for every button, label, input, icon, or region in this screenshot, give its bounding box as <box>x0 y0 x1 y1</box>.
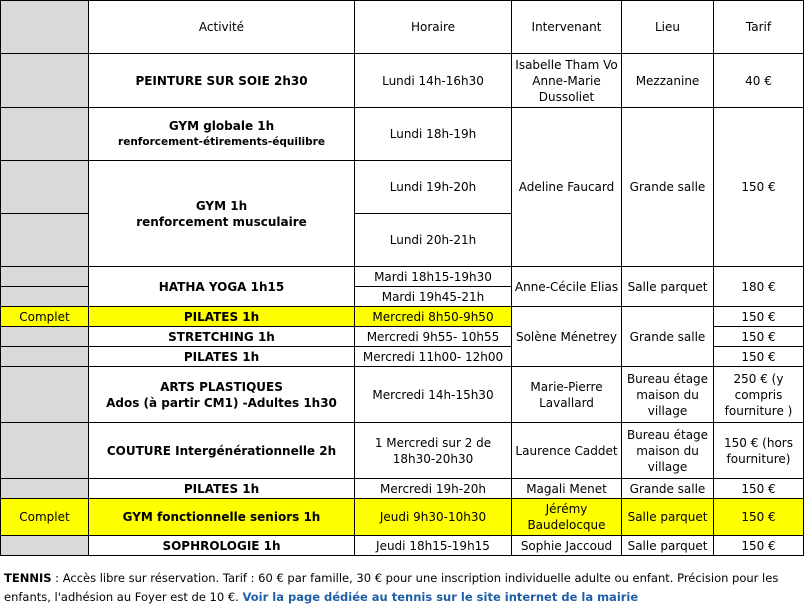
price-cell: 40 € <box>714 54 804 108</box>
instructor-cell: Solène Ménetrey <box>512 307 622 367</box>
tennis-text: : Accès libre sur réservation. Tarif : 60 € par famille, 30 € pour une inscription individuelle adulte ou enfant. Précision pour les enfants, l'adhésion au Foyer est de 10 €. <box>4 571 779 604</box>
header-time: Horaire <box>355 1 512 54</box>
status-cell <box>1 214 89 267</box>
time-cell: Lundi 19h-20h <box>355 161 512 214</box>
time-cell: Mercredi 8h50-9h50 <box>355 307 512 327</box>
price-cell: 150 € <box>714 108 804 267</box>
tennis-label: TENNIS <box>4 571 52 585</box>
activity-cell: PILATES 1h <box>89 347 355 367</box>
table-row <box>1 267 804 287</box>
activity-subtitle: renforcement musculaire <box>136 214 307 229</box>
time-cell: Mercredi 19h-20h <box>355 479 512 499</box>
time-cell: Jeudi 9h30-10h30 <box>355 499 512 536</box>
place-cell: Grande salle <box>622 479 714 499</box>
place-cell: Salle parquet <box>622 536 714 556</box>
instructor-cell: Jérémy Baudelocque <box>512 499 622 536</box>
time-cell: Lundi 20h-21h <box>355 214 512 267</box>
price-cell: 180 € <box>714 267 804 307</box>
activity-cell: PILATES 1h <box>89 479 355 499</box>
time-cell: Mardi 18h15-19h30 <box>355 267 512 287</box>
place-cell: Salle parquet <box>622 267 714 307</box>
table-row <box>1 108 804 161</box>
activity-subtitle: renforcement-étirements-équilibre <box>118 136 325 148</box>
activity-cell: HATHA YOGA 1h15 <box>89 267 355 307</box>
place-cell: Salle parquet <box>622 499 714 536</box>
instructor-cell: Marie-Pierre Lavallard <box>512 367 622 423</box>
activity-cell: PEINTURE SUR SOIE 2h30 <box>89 54 355 108</box>
price-cell: 150 € (hors fourniture) <box>714 423 804 479</box>
status-cell <box>1 479 89 499</box>
status-cell <box>1 536 89 556</box>
time-cell: Mardi 19h45-21h <box>355 287 512 307</box>
status-cell <box>1 108 89 161</box>
place-cell: Mezzanine <box>622 54 714 108</box>
instructor-cell: Anne-Cécile Elias <box>512 267 622 307</box>
instructor-cell: Magali Menet <box>512 479 622 499</box>
time-cell: Mercredi 9h55- 10h55 <box>355 327 512 347</box>
instructor-cell: Isabelle Tham Vo Anne-Marie Dussoliet <box>512 54 622 108</box>
status-cell <box>1 423 89 479</box>
activity-cell: COUTURE Intergénérationnelle 2h <box>89 423 355 479</box>
status-badge: Complet <box>1 307 89 327</box>
table-row <box>1 367 804 423</box>
instructor-cell: Sophie Jaccoud <box>512 536 622 556</box>
instructor-cell: Adeline Faucard <box>512 108 622 267</box>
status-cell <box>1 347 89 367</box>
activity-cell <box>89 108 355 161</box>
status-cell <box>1 327 89 347</box>
status-cell <box>1 161 89 214</box>
price-cell: 250 € (y compris fourniture ) <box>714 367 804 423</box>
price-cell: 150 € <box>714 307 804 327</box>
activity-title: GYM globale 1h <box>168 119 275 133</box>
time-cell: Jeudi 18h15-19h15 <box>355 536 512 556</box>
activity-cell: GYM fonctionnelle seniors 1h <box>89 499 355 536</box>
price-cell: 150 € <box>714 479 804 499</box>
header-price: Tarif <box>714 1 804 54</box>
header-activity: Activité <box>89 1 355 54</box>
activity-cell <box>89 367 355 423</box>
place-cell: Bureau étage maison du village <box>622 423 714 479</box>
price-cell: 150 € <box>714 499 804 536</box>
price-cell: 150 € <box>714 347 804 367</box>
table-row <box>1 54 804 108</box>
header-instructor: Intervenant <box>512 1 622 54</box>
activity-cell: PILATES 1h <box>89 307 355 327</box>
place-cell: Grande salle <box>622 108 714 267</box>
time-cell: Lundi 14h-16h30 <box>355 54 512 108</box>
activity-subtitle: Ados (à partir CM1) -Adultes 1h30 <box>106 395 337 410</box>
price-cell: 150 € <box>714 536 804 556</box>
price-cell: 150 € <box>714 327 804 347</box>
status-cell <box>1 367 89 423</box>
tennis-note <box>4 569 804 607</box>
time-cell: 1 Mercredi sur 2 de 18h30-20h30 <box>355 423 512 479</box>
activity-title: GYM 1h <box>195 198 248 213</box>
activity-cell: STRETCHING 1h <box>89 327 355 347</box>
table-row <box>1 307 804 327</box>
time-cell: Mercredi 11h00- 12h00 <box>355 347 512 367</box>
table-row <box>1 479 804 499</box>
table-row <box>1 536 804 556</box>
time-cell: Lundi 18h-19h <box>355 108 512 161</box>
table-row <box>1 499 804 536</box>
tennis-page-link[interactable]: Voir la page dédiée au tennis sur le site internet de la mairie <box>242 590 639 604</box>
status-badge: Complet <box>1 499 89 536</box>
status-cell <box>1 287 89 307</box>
place-cell: Bureau étage maison du village <box>622 367 714 423</box>
status-cell <box>1 54 89 108</box>
activity-title: ARTS PLASTIQUES <box>160 379 283 394</box>
instructor-cell: Laurence Caddet <box>512 423 622 479</box>
activity-cell <box>89 161 355 267</box>
activity-cell: SOPHROLOGIE 1h <box>89 536 355 556</box>
time-cell: Mercredi 14h-15h30 <box>355 367 512 423</box>
header-place: Lieu <box>622 1 714 54</box>
header-row <box>1 1 804 54</box>
table-row <box>1 423 804 479</box>
header-status <box>1 1 89 54</box>
place-cell: Grande salle <box>622 307 714 367</box>
status-cell <box>1 267 89 287</box>
